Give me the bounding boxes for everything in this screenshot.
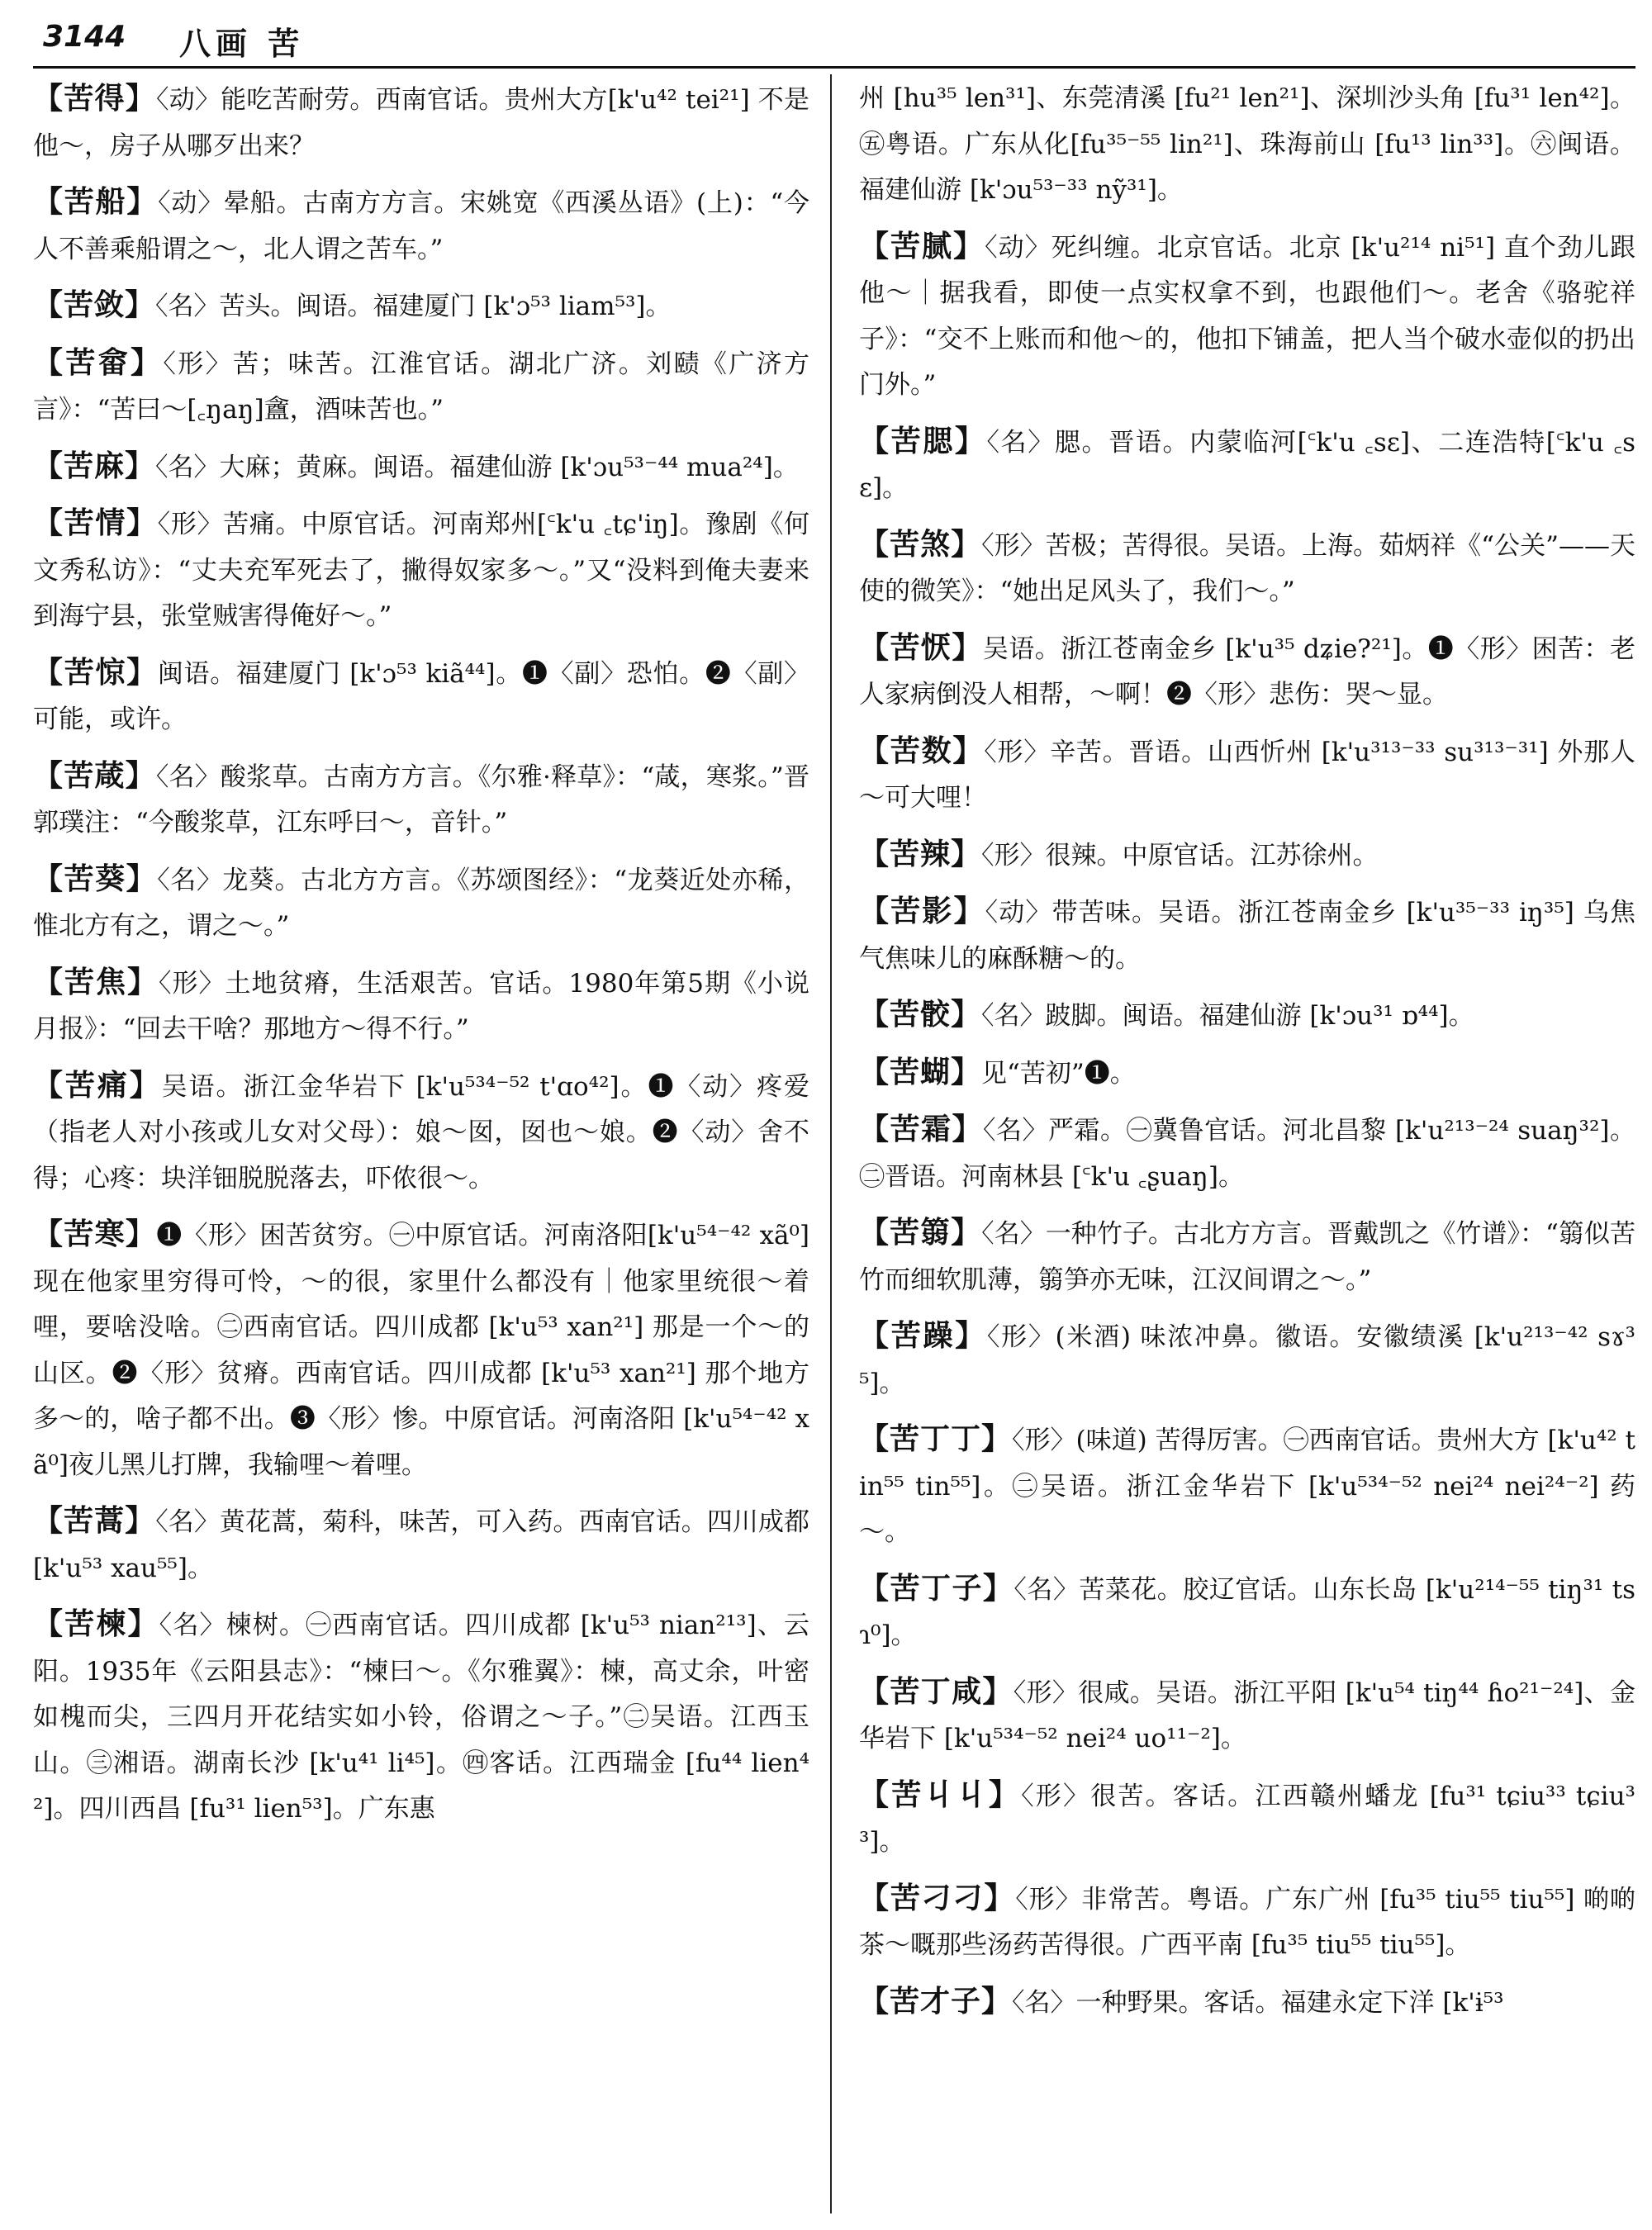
entry-definition: 〈形〉(味道) 苦得厉害。㊀西南官话。贵州大方 [k'u⁴² tin⁵⁵ tin⁵⁵]。㊁吴语。浙江金华岩下 [k'u⁵³⁴⁻⁵² nei²⁴ nei²⁴⁻²] 药～。 <box>859 1426 1635 1547</box>
dictionary-entry <box>859 889 1635 982</box>
dictionary-entry <box>859 625 1635 719</box>
entry-definition: 吴语。浙江金华岩下 [k'u⁵³⁴⁻⁵² t'ɑo⁴²]。❶〈动〉疼爱（指老人对小孩或儿女对父母）：娘～囡，囡也～娘。❷〈动〉舍不得；心疼：块洋钿脱脱落去，吓侬很～。 <box>33 1071 809 1193</box>
dictionary-entry <box>859 419 1635 512</box>
entry-definition: 〈名〉苦菜花。胶辽官话。山东长岛 [k'u²¹⁴⁻⁵⁵ tiŋ³¹ tsɿ⁰]。 <box>859 1574 1635 1650</box>
dictionary-entry <box>33 501 809 640</box>
entry-definition: 〈形〉苦；味苦。江淮官话。湖北广济。刘赜《广济方言》：“苦曰～[꜀ŋaŋ]盦，酒味苦也。” <box>33 349 809 425</box>
dictionary-entry <box>33 1063 809 1203</box>
entry-definition: 〈形〉很辣。中原官话。江苏徐州。 <box>981 840 1379 871</box>
entry-definition: 〈动〉带苦味。吴语。浙江苍南金乡 [k'u³⁵⁻³³ iŋ³⁵] 乌焦气焦味儿的麻酥糖～的。 <box>859 898 1635 974</box>
entry-definition: 〈名〉大麻；黄麻。闽语。福建仙游 [k'ɔu⁵³⁻⁴⁴ mua²⁴]。 <box>155 452 799 482</box>
dictionary-entry <box>859 728 1635 822</box>
dictionary-entry <box>859 1979 1635 2027</box>
entry-headword: 【苦楝】 <box>33 1607 159 1641</box>
entry-definition: 〈形〉苦痛。中原官话。河南郑州[꜂k'u ꜀tɕ'iŋ]。豫剧《何文秀私访》：“丈夫充军死去了，撇得奴家多～。”又“没料到俺夫妻来到海宁县，张堂贼害得俺好～。” <box>33 510 809 631</box>
entry-definition: 〈形〉很苦。客话。江西赣州蟠龙 [fu³¹ tɕiu³³ tɕiu³³]。 <box>859 1781 1635 1857</box>
entry-definition: 〈名〉腮。晋语。内蒙临河[꜂k'u ꜀sɛ]、二连浩特[꜂k'u ꜀sɛ]。 <box>859 427 1635 503</box>
entry-headword: 【苦影】 <box>859 894 985 928</box>
entry-definition: 〈名〉酸浆草。古南方方言。《尔雅·释草》：“葴，寒浆。”晋郭璞注：“今酸浆草，江东呼曰～，音针。” <box>33 762 809 837</box>
entry-headword: 【苦痛】 <box>33 1068 162 1103</box>
entry-headword: 【苦数】 <box>859 733 985 768</box>
section-title: 八画 苦 <box>179 25 305 62</box>
dictionary-entry <box>33 444 809 491</box>
page-number: 3144 <box>43 20 126 54</box>
entry-headword: 【苦煞】 <box>859 527 982 562</box>
dictionary-entry <box>33 1498 809 1592</box>
entry-definition: 〈形〉土地贫瘠，生活艰苦。官话。1980年第5期《小说月报》：“回去干啥？那地方～得不行。” <box>33 968 809 1044</box>
entry-definition: 〈名〉楝树。㊀西南官话。四川成都 [k'u⁵³ nian²¹³]、云阳。1935年《云阳县志》：“楝曰～。《尔雅翼》：楝，高丈余，叶密如槐而尖，三四月开花结实如小铃，俗谓之～子。”㊁吴语。江西玉山。㊂湘语。湖南长沙 [k'u⁴¹ li⁴⁵]。㊃客话。江西瑞金 [fu⁴⁴ lien⁴²]。四川西昌 [fu³¹ lien⁵³]。广东惠 <box>33 1611 809 1824</box>
entry-definition: 〈形〉辛苦。晋语。山西忻州 [k'u³¹³⁻³³ su³¹³⁻³¹] 外那人～可大哩！ <box>859 737 1635 813</box>
dictionary-entry <box>33 650 809 743</box>
dictionary-entry <box>859 992 1635 1040</box>
entry-definition: 〈动〉死纠缠。北京官话。北京 [k'u²¹⁴ ni⁵¹] 直个劲儿跟他～｜据我看，即使一点实权拿不到，也跟他们～。老舍《骆驼祥子》：“交不上账而和他～的，他扣下铺盖，把人当个破水壶似的扔出门外。” <box>859 232 1635 400</box>
dictionary-entry <box>859 1107 1635 1200</box>
dictionary-entry <box>859 1313 1635 1407</box>
entry-definition: 〈名〉苦头。闽语。福建厦门 [k'ɔ⁵³ liam⁵³]。 <box>155 292 672 321</box>
entry-definition: 吴语。浙江苍南金乡 [k'u³⁵ dʑie?²¹]。❶〈形〉困苦：老人家病倒没人相帮，～啊！❷〈形〉悲伤：哭～显。 <box>859 633 1635 709</box>
entry-definition: 〈动〉能吃苦耐劳。西南官话。贵州大方[k'u⁴² tei²¹] 不是他～，房子从哪歹出来？ <box>33 85 809 161</box>
entry-definition: 州 [hu³⁵ len³¹]、东莞清溪 [fu²¹ len²¹]、深圳沙头角 [fu³¹ len⁴²]。㊄粤语。广东从化[fu³⁵⁻⁵⁵ lin²¹]、珠海前山 [fu¹³ lin³³]。㊅闽语。福建仙游 [k'ɔu⁵³⁻³³ nỹ³¹]。 <box>859 83 1635 205</box>
entry-definition: 〈名〉龙葵。古北方方言。《苏颂图经》：“龙葵近处亦稀，惟北方有之，谓之～。” <box>33 865 809 941</box>
dictionary-entry <box>859 832 1635 880</box>
entry-headword: 【苦情】 <box>33 506 158 540</box>
left-column <box>33 76 809 1843</box>
dictionary-entry <box>859 1876 1635 1969</box>
entry-definition: ❶〈形〉困苦贫穷。㊀中原官话。河南洛阳[k'u⁵⁴⁻⁴² xã⁰] 现在他家里穷得可怜，～的很，家里什么都没有｜他家里统很～着哩，要啥没啥。㊁西南官话。四川成都 [k'u⁵³ xan²¹] 那是一个～的山区。❷〈形〉贫瘠。西南官话。四川成都 [k'u⁵³ xan²¹] 那个地方多～的，啥子都不出。❸〈形〉惨。中原官话。河南洛阳 [k'u⁵⁴⁻⁴² xã⁰]夜儿黑儿打牌，我输哩～着哩。 <box>33 1221 809 1480</box>
dictionary-entry <box>859 522 1635 615</box>
entry-headword: 【苦骹】 <box>859 998 982 1032</box>
header-rule <box>33 66 1635 69</box>
entry-headword: 【苦葴】 <box>33 758 156 793</box>
entry-definition: 〈形〉(米酒) 味浓冲鼻。徽语。安徽绩溪 [k'u²¹³⁻⁴² sɤ³⁵]。 <box>859 1322 1635 1398</box>
page-header <box>43 20 1629 61</box>
entry-definition: 〈形〉非常苦。粤语。广东广州 [fu³⁵ tiu⁵⁵ tiu⁵⁵] 啲啲茶～嘅那些汤药苦得很。广西平南 [fu³⁵ tiu⁵⁵ tiu⁵⁵]。 <box>859 1884 1635 1960</box>
entry-headword: 【苦蝴】 <box>859 1055 982 1089</box>
right-column <box>859 76 1635 2036</box>
dictionary-entry <box>33 856 809 950</box>
dictionary-entry <box>859 1669 1635 1763</box>
dictionary-entry <box>33 340 809 434</box>
entry-definition: 〈名〉一种竹子。古北方方言。晋戴凯之《竹谱》：“篛似苦竹而细软肌薄，篛笋亦无味，江汉间谓之～。” <box>859 1219 1635 1295</box>
dictionary-entry <box>859 1566 1635 1659</box>
entry-headword: 【苦麻】 <box>33 448 156 483</box>
entry-headword: 【苦丁子】 <box>859 1571 1014 1606</box>
entry-headword: 【苦霜】 <box>859 1113 984 1146</box>
entry-definition: 〈动〉晕船。古南方方言。宋姚宽《西溪丛语》(上)：“今人不善乘船谓之～，北人谓之苦车。” <box>33 188 809 264</box>
entry-headword: 【苦焦】 <box>33 965 159 999</box>
entry-headword: 【苦船】 <box>33 185 159 219</box>
entry-headword: 【苦丁咸】 <box>859 1674 1014 1709</box>
entry-headword: 【苦蒿】 <box>33 1504 156 1538</box>
entry-headword: 【苦躁】 <box>859 1319 987 1353</box>
dictionary-entry <box>859 224 1635 409</box>
entry-headword: 【苦丩丩】 <box>859 1777 1022 1812</box>
dictionary-entry <box>33 1212 809 1488</box>
entry-definition: 〈名〉严霜。㊀冀鲁官话。河北昌黎 [k'u²¹³⁻²⁴ suaŋ³²]。㊁晋语。河南林县 [꜂k'u ꜀ʂuaŋ]。 <box>859 1116 1635 1192</box>
entry-headword: 【苦腻】 <box>859 229 985 263</box>
entry-headword: 【苦丁丁】 <box>859 1422 1013 1456</box>
dictionary-entry <box>33 960 809 1053</box>
entry-headword: 【苦篛】 <box>859 1216 982 1250</box>
entry-definition: 〈形〉苦极；苦得很。吴语。上海。茹炳祥《“公关”——天使的微笑》：“她出足风头了，我们～。” <box>859 530 1635 606</box>
entry-headword: 【苦畲】 <box>33 345 164 380</box>
entry-headword: 【苦敛】 <box>33 288 156 322</box>
column-divider <box>830 74 832 2213</box>
entry-headword: 【苦才子】 <box>859 1984 1013 2019</box>
entry-headword: 【苦刁刁】 <box>859 1881 1016 1915</box>
entry-headword: 【苦恹】 <box>859 630 983 665</box>
entry-headword: 【苦得】 <box>33 82 156 116</box>
entry-definition: 〈名〉一种野果。客话。福建永定下洋 [k'ɨ⁵³ <box>1012 1987 1504 2018</box>
entry-headword: 【苦葵】 <box>33 861 158 896</box>
entry-headword: 【苦腮】 <box>859 424 987 458</box>
entry-headword: 【苦寒】 <box>33 1217 157 1251</box>
entry-definition: 〈名〉黄花蒿，菊科，味苦，可入药。西南官话。四川成都 [k'u⁵³ xau⁵⁵]。 <box>33 1507 809 1583</box>
dictionary-entry <box>859 1772 1635 1866</box>
dictionary-entry <box>859 1050 1635 1098</box>
entry-headword: 【苦惊】 <box>33 655 158 690</box>
dictionary-entry <box>33 1601 809 1833</box>
dictionary-entry <box>859 1416 1635 1556</box>
dictionary-entry <box>33 282 809 330</box>
entry-definition: 〈形〉很咸。吴语。浙江平阳 [k'u⁵⁴ tiŋ⁴⁴ ɦo²¹⁻²⁴]、金华岩下 [k'u⁵³⁴⁻⁵² nei²⁴ uo¹¹⁻²]。 <box>859 1677 1635 1753</box>
entry-definition: 〈名〉跛脚。闽语。福建仙游 [k'ɔu³¹ ɒ⁴⁴]。 <box>981 1001 1474 1031</box>
dictionary-entry <box>859 76 1635 214</box>
dictionary-entry <box>33 179 809 273</box>
entry-headword: 【苦辣】 <box>859 837 982 871</box>
entry-definition: 闽语。福建厦门 [k'ɔ⁵³ kiã⁴⁴]。❶〈副〉恐怕。❷〈副〉可能，或许。 <box>33 658 809 734</box>
dictionary-entry <box>859 1210 1635 1303</box>
dictionary-entry <box>33 753 809 847</box>
entry-definition: 见“苦初”❶。 <box>981 1058 1136 1089</box>
dictionary-entry <box>33 76 809 169</box>
